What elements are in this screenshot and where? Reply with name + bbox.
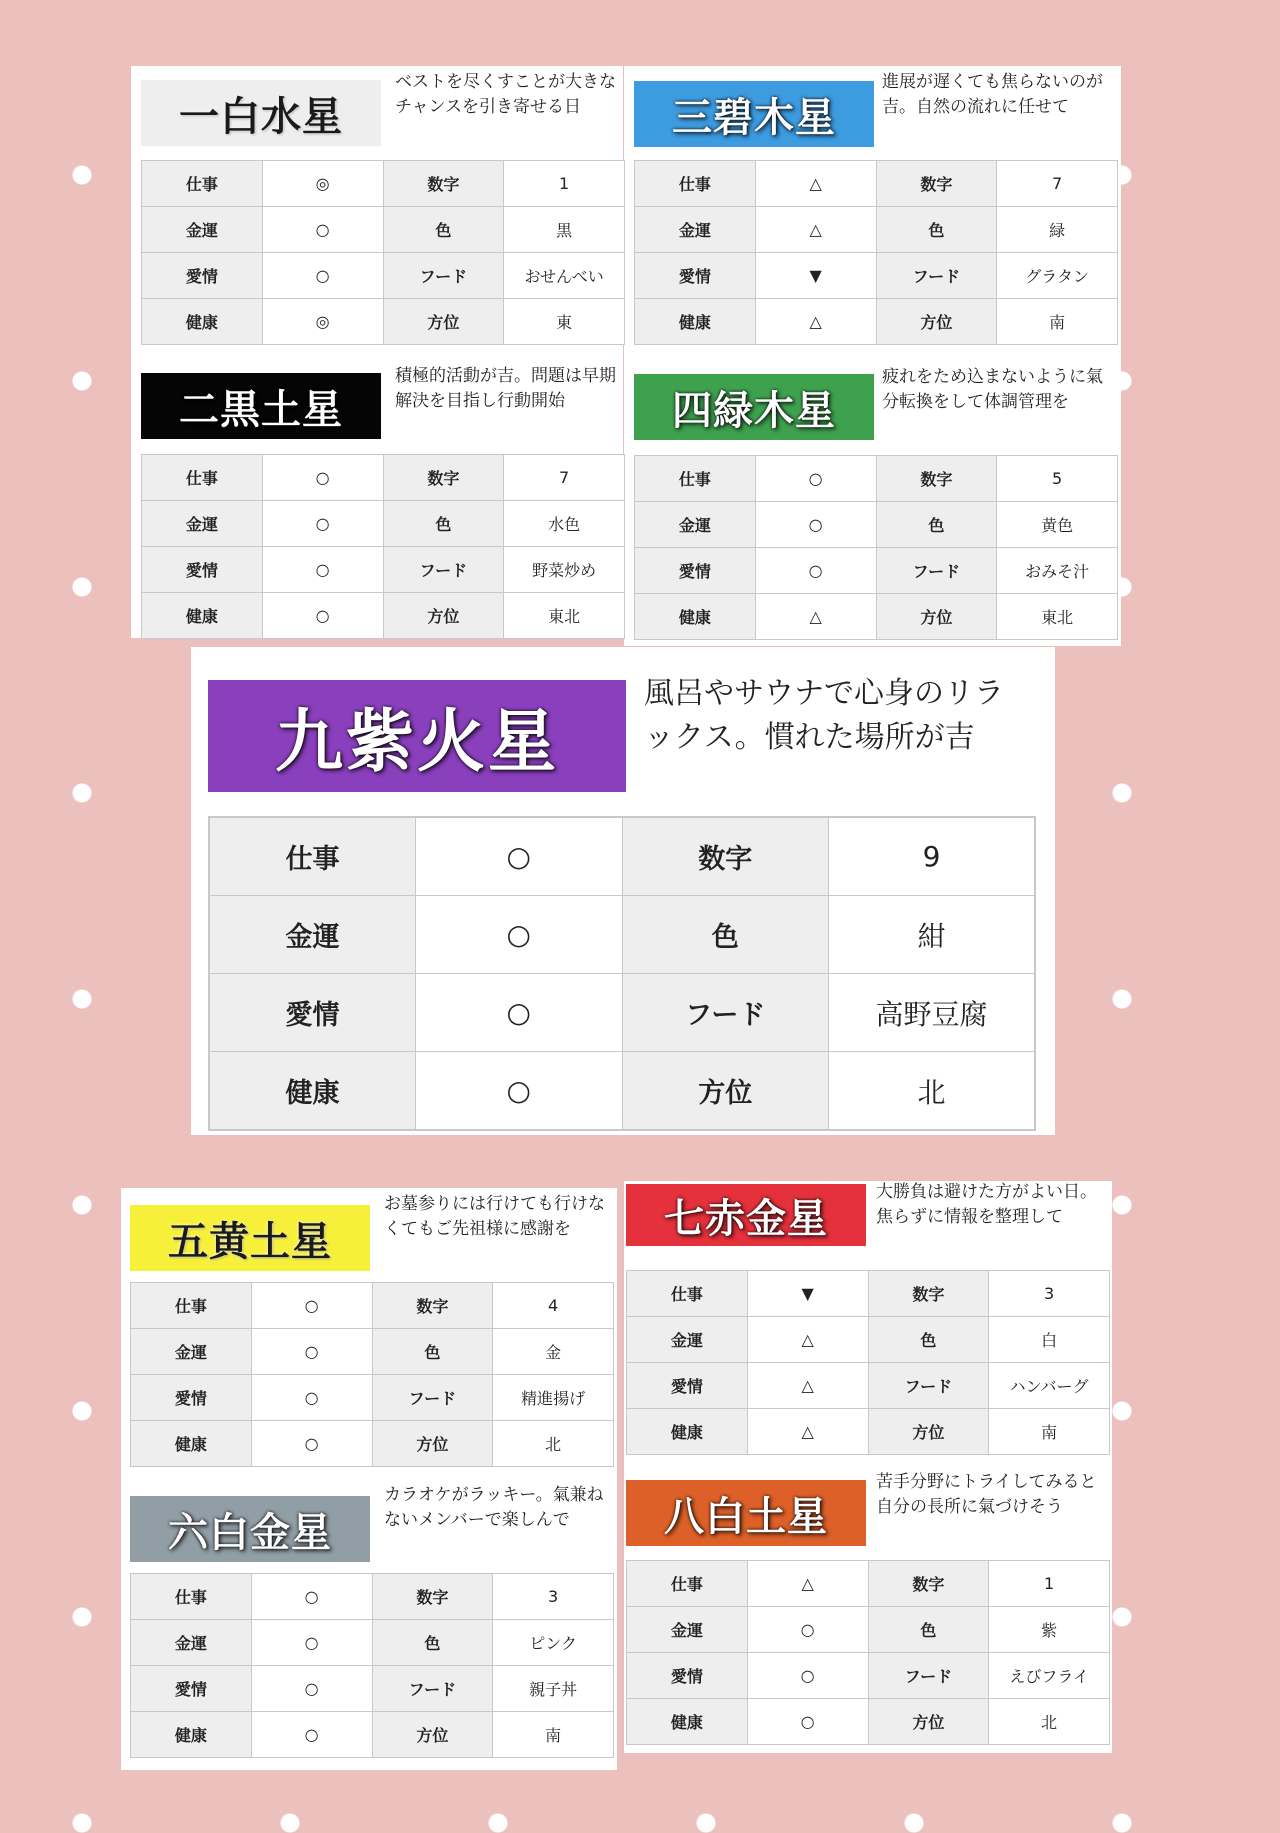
label-color: 色 [876, 207, 997, 253]
label-love: 愛情 [635, 548, 756, 594]
label-color: 色 [868, 1607, 989, 1653]
table-row [131, 1574, 614, 1620]
value-love: ○ [416, 974, 623, 1052]
value-work: ○ [416, 817, 623, 896]
value-health: ○ [747, 1699, 868, 1745]
label-direction: 方位 [383, 299, 504, 345]
value-money: △ [755, 207, 876, 253]
star-name-badge: 三碧木星 [634, 81, 874, 147]
label-work: 仕事 [635, 161, 756, 207]
label-work: 仕事 [209, 817, 416, 896]
label-work: 仕事 [627, 1561, 748, 1607]
label-number: 数字 [868, 1271, 989, 1317]
label-color: 色 [372, 1329, 493, 1375]
label-number: 数字 [868, 1561, 989, 1607]
value-work: ○ [251, 1574, 372, 1620]
label-love: 愛情 [209, 974, 416, 1052]
value-love: △ [747, 1363, 868, 1409]
value-work: △ [755, 161, 876, 207]
star-name-badge: 五黄土星 [130, 1205, 370, 1271]
value-food: 親子丼 [493, 1666, 614, 1712]
card-header [626, 1178, 1110, 1271]
value-number: 9 [829, 817, 1036, 896]
label-health: 健康 [142, 593, 263, 639]
table-row [627, 1317, 1110, 1363]
star-card-goou [130, 1190, 614, 1454]
value-direction: 東北 [504, 593, 625, 639]
label-love: 愛情 [627, 1363, 748, 1409]
label-food: フード [372, 1666, 493, 1712]
table-row [627, 1699, 1110, 1745]
label-love: 愛情 [131, 1666, 252, 1712]
table-row [635, 161, 1118, 207]
value-color: 水色 [504, 501, 625, 547]
label-work: 仕事 [142, 455, 263, 501]
value-health: ○ [416, 1052, 623, 1131]
value-color: 黒 [504, 207, 625, 253]
label-work: 仕事 [131, 1574, 252, 1620]
value-direction: 東 [504, 299, 625, 345]
star-card-happaku [626, 1468, 1110, 1732]
fortune-message: 疲れをため込まないように氣分転換をして体調管理を [882, 367, 1103, 412]
label-money: 金運 [131, 1620, 252, 1666]
label-number: 数字 [876, 161, 997, 207]
value-food: おせんべい [504, 253, 625, 299]
label-love: 愛情 [142, 253, 263, 299]
value-direction: 北 [989, 1699, 1110, 1745]
card-header [130, 1190, 614, 1283]
table-row [142, 455, 625, 501]
fortune-message: 大勝負は避けた方がよい日。焦らずに情報を整理して [876, 1182, 1097, 1227]
label-direction: 方位 [868, 1699, 989, 1745]
table-row [627, 1271, 1110, 1317]
value-color: 紺 [829, 896, 1036, 974]
star-card-sanpeki [634, 68, 1118, 332]
label-direction: 方位 [383, 593, 504, 639]
label-work: 仕事 [635, 456, 756, 502]
card-header [634, 363, 1118, 456]
label-direction: 方位 [372, 1712, 493, 1758]
label-direction: 方位 [868, 1409, 989, 1455]
label-color: 色 [383, 207, 504, 253]
table-row [142, 253, 625, 299]
star-name-badge: 二黒土星 [141, 373, 381, 439]
fortune-message: カラオケがラッキー。氣兼ねないメンバーで楽しんで [384, 1485, 604, 1530]
value-food: グラタン [997, 253, 1118, 299]
fortune-table [634, 160, 1118, 345]
value-love: ○ [755, 548, 876, 594]
table-row [635, 207, 1118, 253]
table-row [131, 1329, 614, 1375]
value-money: ○ [747, 1607, 868, 1653]
label-number: 数字 [383, 455, 504, 501]
table-row [131, 1712, 614, 1758]
card-header [626, 1468, 1110, 1561]
value-direction: 南 [989, 1409, 1110, 1455]
label-food: フード [876, 548, 997, 594]
label-health: 健康 [142, 299, 263, 345]
star-name-badge: 六白金星 [130, 1496, 370, 1562]
value-number: 3 [493, 1574, 614, 1620]
value-work: ○ [755, 456, 876, 502]
value-health: △ [747, 1409, 868, 1455]
label-color: 色 [876, 502, 997, 548]
label-health: 健康 [209, 1052, 416, 1131]
star-card-roppaku [130, 1481, 614, 1745]
label-number: 数字 [372, 1283, 493, 1329]
label-color: 色 [868, 1317, 989, 1363]
label-food: フード [383, 547, 504, 593]
label-love: 愛情 [131, 1375, 252, 1421]
value-love: ▼ [755, 253, 876, 299]
table-row [142, 299, 625, 345]
table-row [209, 1052, 1035, 1131]
value-health: ○ [251, 1421, 372, 1467]
table-row [635, 548, 1118, 594]
value-money: ○ [251, 1620, 372, 1666]
label-color: 色 [383, 501, 504, 547]
fortune-table [634, 455, 1118, 640]
label-love: 愛情 [627, 1653, 748, 1699]
label-money: 金運 [635, 207, 756, 253]
fortune-table [130, 1573, 614, 1758]
label-direction: 方位 [622, 1052, 829, 1131]
fortune-message: 苦手分野にトライしてみると自分の長所に氣づけそう [876, 1472, 1097, 1517]
label-money: 金運 [635, 502, 756, 548]
value-love: ○ [262, 547, 383, 593]
value-number: 3 [989, 1271, 1110, 1317]
label-food: フード [383, 253, 504, 299]
table-row [131, 1283, 614, 1329]
table-row [627, 1607, 1110, 1653]
fortune-table [141, 160, 625, 345]
label-health: 健康 [635, 594, 756, 640]
card-header [634, 68, 1118, 161]
table-row [142, 593, 625, 639]
star-name-badge: 七赤金星 [626, 1184, 866, 1246]
fortune-message: 風呂やサウナで心身のリラックス。慣れた場所が吉 [644, 676, 1004, 755]
label-work: 仕事 [627, 1271, 748, 1317]
label-work: 仕事 [142, 161, 263, 207]
star-card-kyushi [208, 664, 1036, 1109]
star-card-ippaku [141, 68, 625, 332]
value-money: ○ [755, 502, 876, 548]
table-row [635, 253, 1118, 299]
star-card-jikoku [141, 362, 625, 626]
label-work: 仕事 [131, 1283, 252, 1329]
card-header [208, 664, 1036, 816]
card-header [141, 68, 625, 161]
value-love: ○ [747, 1653, 868, 1699]
label-number: 数字 [383, 161, 504, 207]
label-number: 数字 [622, 817, 829, 896]
value-color: 金 [493, 1329, 614, 1375]
value-money: ○ [262, 207, 383, 253]
star-card-shiroku [634, 363, 1118, 627]
value-direction: 北 [493, 1421, 614, 1467]
label-direction: 方位 [372, 1421, 493, 1467]
value-money: △ [747, 1317, 868, 1363]
label-money: 金運 [627, 1317, 748, 1363]
table-row [131, 1666, 614, 1712]
fortune-table [626, 1270, 1110, 1455]
value-health: ◎ [262, 299, 383, 345]
value-food: えびフライ [989, 1653, 1110, 1699]
label-food: フード [868, 1653, 989, 1699]
table-row [635, 502, 1118, 548]
star-name-badge: 一白水星 [141, 80, 381, 146]
star-name-badge: 九紫火星 [208, 680, 626, 792]
value-money: ○ [251, 1329, 372, 1375]
value-work: ▼ [747, 1271, 868, 1317]
value-work: ○ [251, 1283, 372, 1329]
fortune-message: 進展が遅くても焦らないのが吉。自然の流れに任せて [882, 72, 1103, 117]
table-row [627, 1653, 1110, 1699]
table-row [131, 1421, 614, 1467]
value-color: 白 [989, 1317, 1110, 1363]
table-row [209, 896, 1035, 974]
label-health: 健康 [131, 1421, 252, 1467]
value-direction: 南 [997, 299, 1118, 345]
label-food: フード [372, 1375, 493, 1421]
value-color: 緑 [997, 207, 1118, 253]
fortune-table [141, 454, 625, 639]
value-health: △ [755, 594, 876, 640]
label-direction: 方位 [876, 299, 997, 345]
value-number: 4 [493, 1283, 614, 1329]
value-love: ○ [251, 1375, 372, 1421]
label-color: 色 [372, 1620, 493, 1666]
table-row [635, 299, 1118, 345]
table-row [209, 817, 1035, 896]
value-food: 精進揚げ [493, 1375, 614, 1421]
label-number: 数字 [876, 456, 997, 502]
value-money: ○ [416, 896, 623, 974]
fortune-table [626, 1560, 1110, 1745]
value-direction: 北 [829, 1052, 1036, 1131]
value-food: 野菜炒め [504, 547, 625, 593]
value-number: 5 [997, 456, 1118, 502]
table-row [627, 1409, 1110, 1455]
table-row [131, 1620, 614, 1666]
label-money: 金運 [131, 1329, 252, 1375]
value-work: ○ [262, 455, 383, 501]
value-food: おみそ汁 [997, 548, 1118, 594]
value-love: ○ [251, 1666, 372, 1712]
star-card-shichiseki [626, 1178, 1110, 1442]
value-money: ○ [262, 501, 383, 547]
table-row [209, 974, 1035, 1052]
value-food: 高野豆腐 [829, 974, 1036, 1052]
table-row [627, 1363, 1110, 1409]
label-love: 愛情 [635, 253, 756, 299]
value-health: ○ [251, 1712, 372, 1758]
card-header [130, 1481, 614, 1574]
table-row [142, 501, 625, 547]
label-food: フード [876, 253, 997, 299]
label-money: 金運 [209, 896, 416, 974]
table-row [635, 456, 1118, 502]
fortune-table [130, 1282, 614, 1467]
value-food: ハンバーグ [989, 1363, 1110, 1409]
value-color: 黄色 [997, 502, 1118, 548]
value-health: △ [755, 299, 876, 345]
table-row [627, 1561, 1110, 1607]
label-money: 金運 [627, 1607, 748, 1653]
table-row [142, 207, 625, 253]
star-name-badge: 四緑木星 [634, 374, 874, 440]
star-name-badge: 八白土星 [626, 1480, 866, 1546]
label-love: 愛情 [142, 547, 263, 593]
value-direction: 東北 [997, 594, 1118, 640]
table-row [142, 161, 625, 207]
fortune-message: ベストを尽くすことが大きなチャンスを引き寄せる日 [395, 72, 616, 117]
value-number: 7 [504, 455, 625, 501]
value-number: 1 [504, 161, 625, 207]
label-health: 健康 [627, 1699, 748, 1745]
label-health: 健康 [131, 1712, 252, 1758]
fortune-message: 積極的活動が吉。問題は早期解決を目指し行動開始 [395, 366, 616, 411]
value-love: ○ [262, 253, 383, 299]
table-row [131, 1375, 614, 1421]
label-health: 健康 [635, 299, 756, 345]
label-food: フード [622, 974, 829, 1052]
value-color: 紫 [989, 1607, 1110, 1653]
label-direction: 方位 [876, 594, 997, 640]
fortune-message: お墓参りには行けても行けなくてもご先祖様に感謝を [384, 1194, 605, 1239]
value-work: ◎ [262, 161, 383, 207]
fortune-table [208, 816, 1036, 1131]
value-work: △ [747, 1561, 868, 1607]
label-health: 健康 [627, 1409, 748, 1455]
card-header [141, 362, 625, 455]
value-direction: 南 [493, 1712, 614, 1758]
label-food: フード [868, 1363, 989, 1409]
label-money: 金運 [142, 501, 263, 547]
value-color: ピンク [493, 1620, 614, 1666]
label-color: 色 [622, 896, 829, 974]
value-number: 7 [997, 161, 1118, 207]
value-number: 1 [989, 1561, 1110, 1607]
table-row [635, 594, 1118, 640]
label-money: 金運 [142, 207, 263, 253]
table-row [142, 547, 625, 593]
label-number: 数字 [372, 1574, 493, 1620]
value-health: ○ [262, 593, 383, 639]
